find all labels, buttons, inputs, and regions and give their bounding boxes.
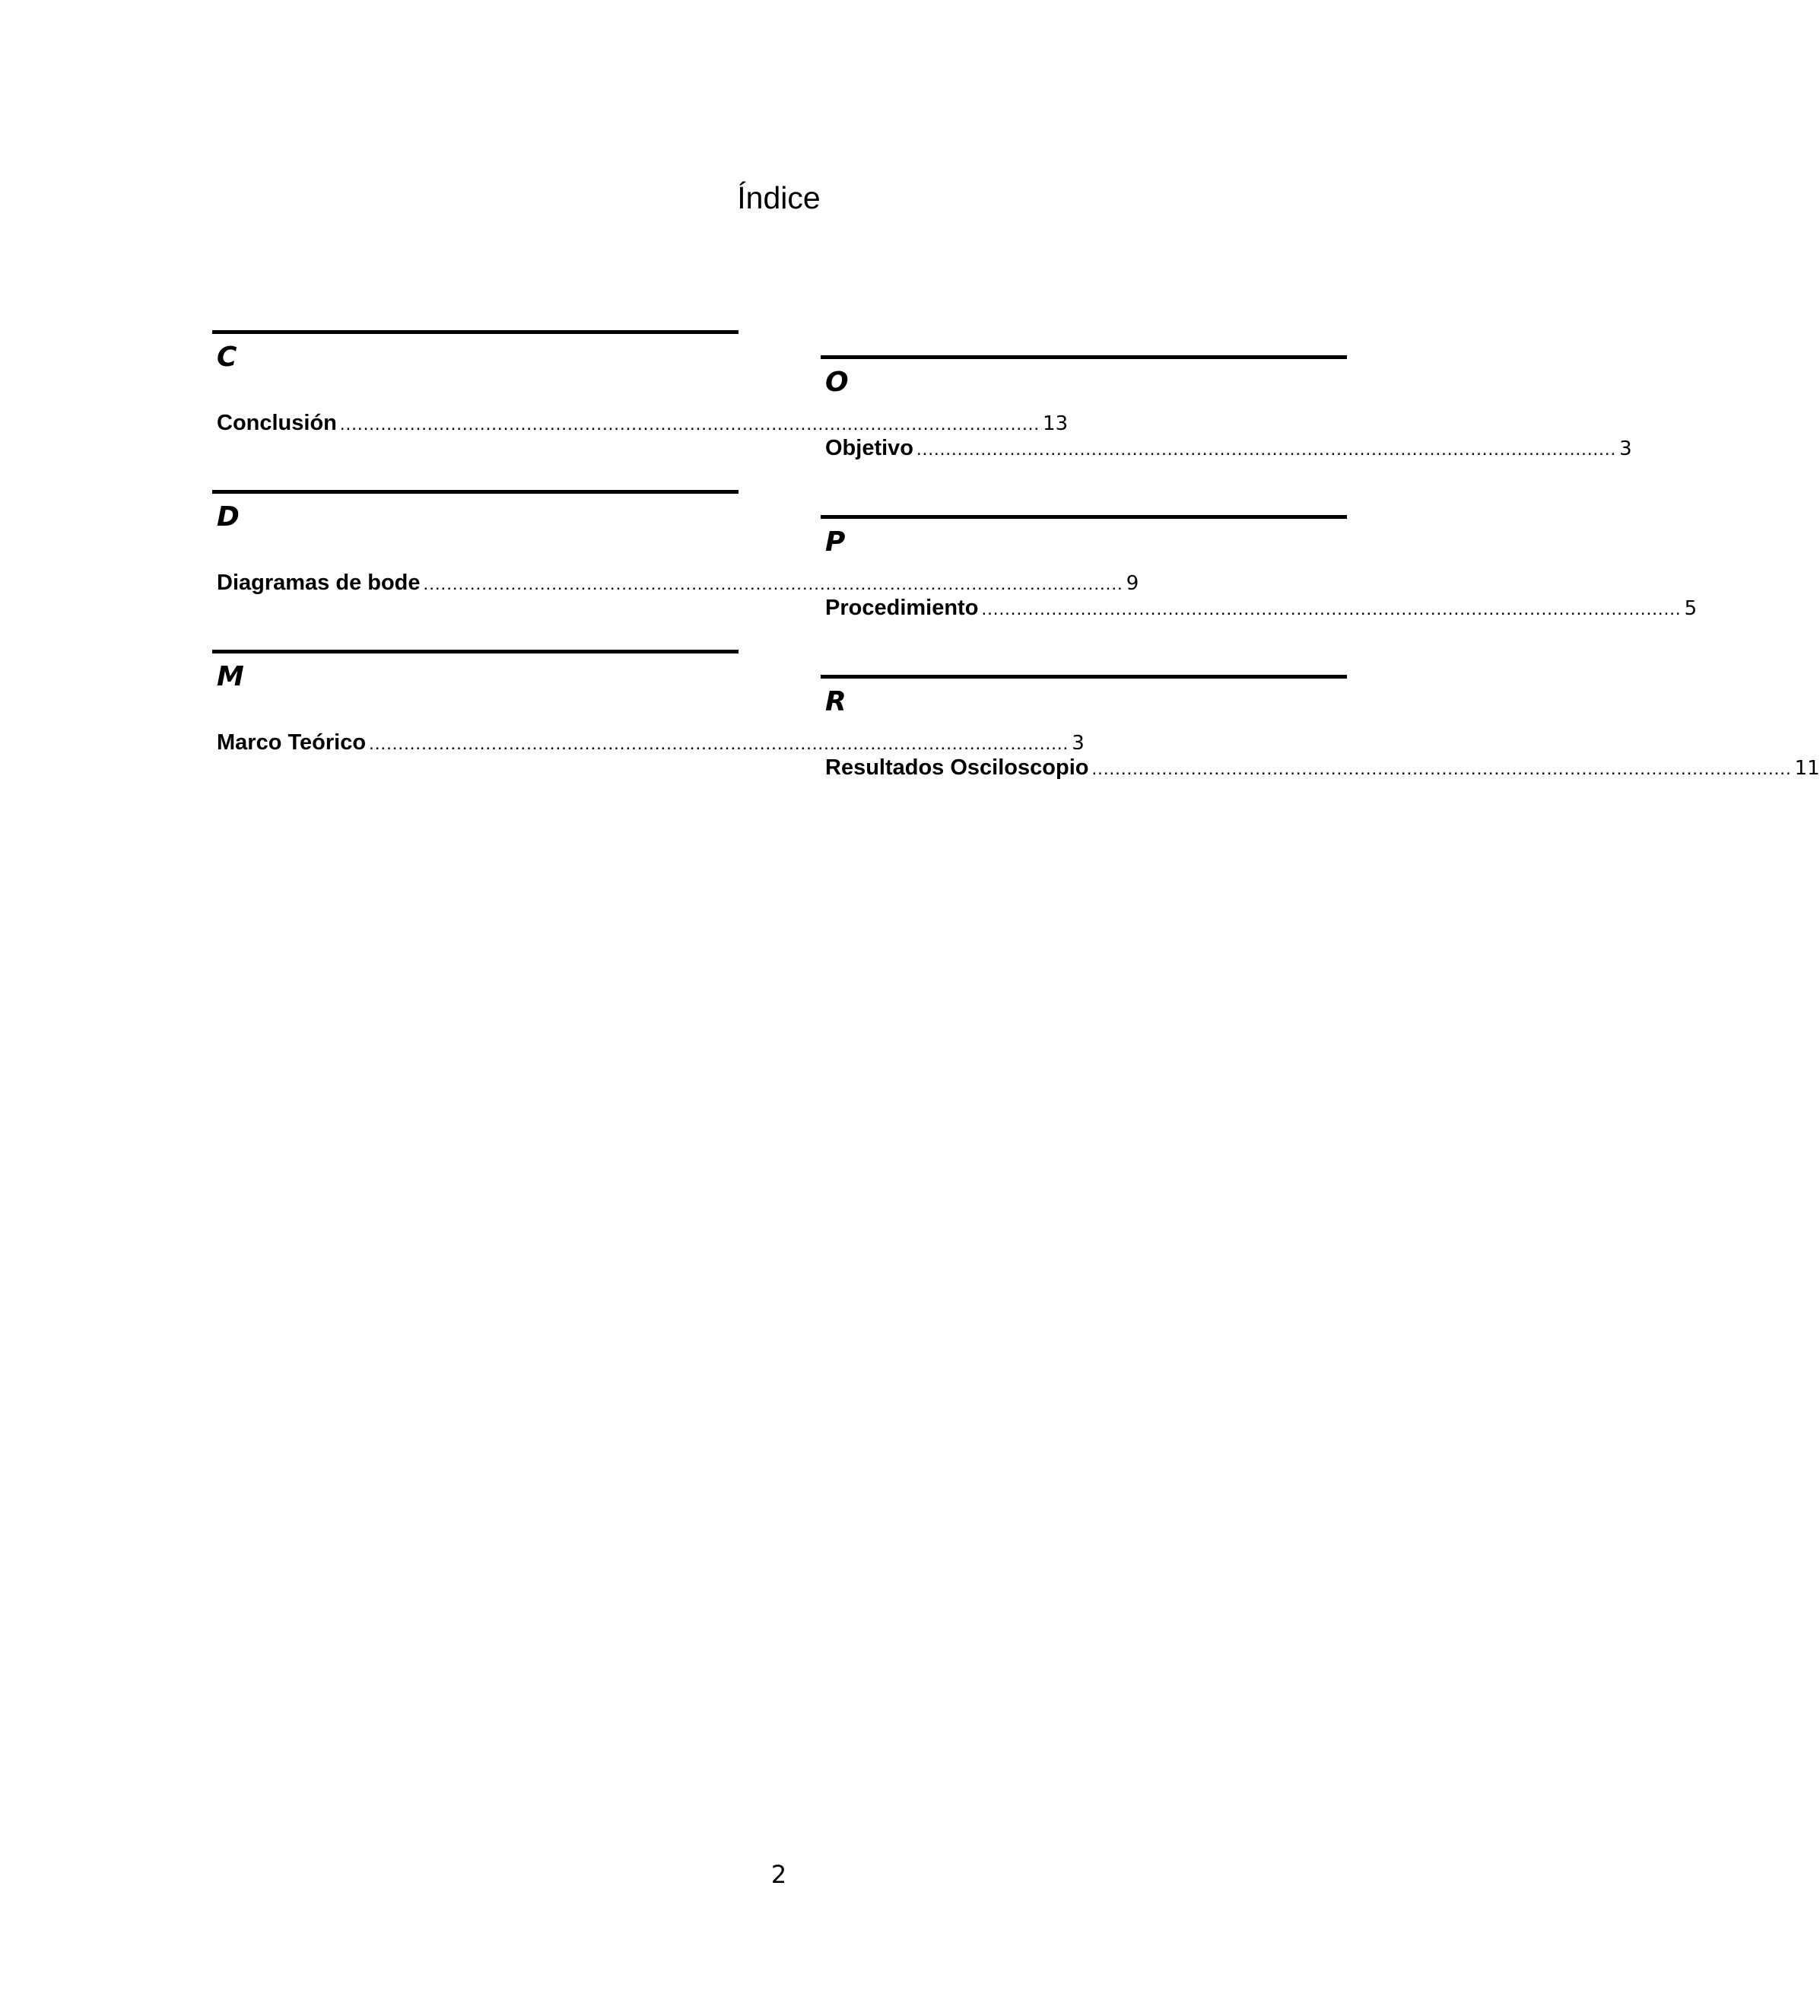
index-column-right bbox=[821, 355, 1820, 835]
entry-label: Objetivo bbox=[825, 436, 914, 460]
section-divider bbox=[821, 675, 1347, 679]
index-entry[interactable] bbox=[825, 434, 1632, 463]
section-divider bbox=[212, 330, 738, 334]
section-letter: D bbox=[217, 501, 240, 533]
dot-leader: ........................................................................................................................ bbox=[423, 574, 1123, 594]
entry-page-number: 3 bbox=[1619, 437, 1632, 460]
section-letter: P bbox=[825, 526, 846, 558]
entry-page-number: 9 bbox=[1126, 572, 1139, 595]
section-divider bbox=[821, 515, 1347, 519]
dot-leader: ........................................................................................................................ bbox=[1091, 758, 1792, 779]
entry-page-number: 13 bbox=[1043, 412, 1069, 435]
dot-leader: ........................................................................................................................ bbox=[916, 439, 1617, 459]
dot-leader: ........................................................................................................................ bbox=[981, 599, 1682, 619]
index-entry[interactable] bbox=[217, 409, 1069, 438]
section-letter: C bbox=[217, 342, 237, 373]
index-section bbox=[821, 515, 1698, 675]
dot-leader: ........................................................................................................................ bbox=[369, 733, 1069, 754]
page-title: Índice bbox=[737, 180, 821, 215]
section-divider bbox=[212, 650, 738, 653]
entry-label: Conclusión bbox=[217, 411, 337, 435]
entry-page-number: 3 bbox=[1072, 732, 1085, 755]
section-letter: M bbox=[217, 661, 244, 692]
section-letter: O bbox=[825, 367, 849, 398]
entry-page-number: 5 bbox=[1684, 597, 1698, 620]
index-section bbox=[821, 355, 1632, 515]
entry-label: Procedimiento bbox=[825, 596, 979, 620]
section-letter: R bbox=[825, 686, 846, 717]
index-entry[interactable] bbox=[825, 754, 1820, 783]
entry-label: Resultados Osciloscopio bbox=[825, 755, 1089, 780]
section-divider bbox=[821, 355, 1347, 359]
entry-label: Marco Teórico bbox=[217, 730, 367, 755]
index-entry[interactable] bbox=[217, 569, 1139, 598]
index-section bbox=[821, 675, 1820, 835]
index-entry[interactable] bbox=[217, 729, 1085, 758]
index-entry[interactable] bbox=[825, 594, 1698, 623]
page-number: 2 bbox=[770, 1860, 787, 1889]
entry-page-number: 11 bbox=[1794, 757, 1820, 780]
entry-label: Diagramas de bode bbox=[217, 571, 421, 595]
section-divider bbox=[212, 490, 738, 494]
dot-leader: ........................................................................................................................ bbox=[339, 414, 1040, 434]
